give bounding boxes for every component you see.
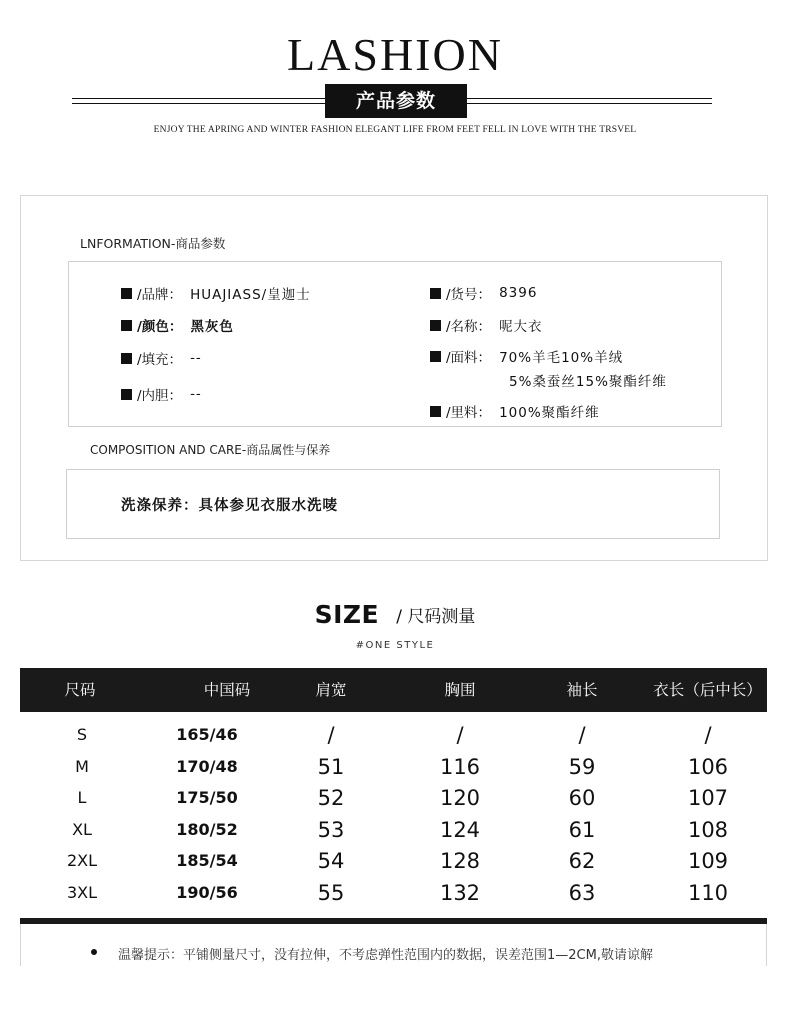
cell-china-size: 185/54 [176, 851, 238, 870]
size-note: #ONE STYLE [355, 640, 435, 651]
param-key: /填充： [137, 352, 183, 368]
cell-chest: 124 [439, 818, 481, 842]
cell-sleeve: 62 [568, 849, 596, 873]
header-rule-left-bottom [72, 103, 325, 104]
cell-size: 3XL [66, 883, 98, 902]
cell-size: L [77, 788, 87, 807]
param-fabric [430, 346, 623, 366]
param-fabric-line2: 5%桑蚕丝15%聚酯纤维 [509, 374, 667, 390]
cell-sleeve: / [578, 723, 586, 747]
care-section-label: COMPOSITION AND CARE-商品属性与保养 [90, 443, 331, 457]
cell-sleeve: 60 [568, 786, 596, 810]
param-color [121, 315, 234, 335]
bullet-square-icon [430, 351, 441, 362]
bullet-square-icon [121, 288, 132, 299]
cell-length: 108 [687, 818, 729, 842]
size-table-header [20, 668, 767, 712]
param-liner [121, 384, 202, 404]
bullet-square-icon [430, 320, 441, 331]
bullet-square-icon [430, 406, 441, 417]
cell-shoulder: 51 [317, 755, 345, 779]
cell-chest: 116 [439, 755, 481, 779]
param-value: 黑灰色 [190, 319, 234, 335]
bullet-square-icon [430, 288, 441, 299]
cell-china-size: 180/52 [176, 820, 238, 839]
header-cell-china-size: 中国码 [203, 681, 251, 699]
bullet-square-icon [121, 320, 132, 331]
cell-shoulder: / [327, 723, 335, 747]
cell-shoulder: 53 [317, 818, 345, 842]
cell-chest: 128 [439, 849, 481, 873]
header-cell-size: 尺码 [64, 681, 96, 699]
param-name [430, 315, 543, 335]
param-key: /内胆： [137, 388, 183, 404]
bullet-dot-icon [91, 949, 97, 955]
size-title: SIZE [314, 600, 380, 629]
cell-chest: 120 [439, 786, 481, 810]
bullet-square-icon [121, 389, 132, 400]
cell-length: 110 [687, 881, 729, 905]
param-key: /面料： [446, 350, 492, 366]
size-tip: 温馨提示：平铺侧量尺寸，没有拉伸，不考虑弹性范围内的数据，误差范围1—2CM,敬请谅解 [118, 948, 653, 963]
param-filling [121, 348, 202, 368]
param-lining [430, 401, 600, 421]
header-rule-right-top [467, 98, 712, 99]
param-key: /名称： [446, 319, 492, 335]
param-key: /品牌： [137, 287, 183, 303]
cell-china-size: 175/50 [176, 788, 238, 807]
param-brand [121, 283, 311, 303]
cell-chest: / [456, 723, 464, 747]
cell-size: XL [72, 820, 92, 839]
header-cell-chest: 胸围 [444, 681, 476, 699]
param-value: 70%羊毛10%羊绒 [499, 350, 624, 366]
cell-china-size: 165/46 [176, 725, 238, 744]
info-section-label: LNFORMATION-商品参数 [80, 236, 226, 251]
param-key: /里料： [446, 405, 492, 421]
cell-sleeve: 59 [568, 755, 596, 779]
cell-length: 109 [687, 849, 729, 873]
header-cell-sleeve: 袖长 [566, 681, 598, 699]
care-text: 洗涤保养：具体参见衣服水洗唛 [121, 498, 338, 514]
cell-shoulder: 55 [317, 881, 345, 905]
header-cell-length: 衣长（后中长） [653, 681, 762, 699]
param-value: -- [190, 386, 202, 402]
param-value: HUAJIASS/皇迦士 [190, 287, 311, 303]
header-cell-shoulder: 肩宽 [315, 681, 347, 699]
cell-length: / [704, 723, 712, 747]
param-value: 100%聚酯纤维 [499, 405, 600, 421]
header-rule-right-bottom [467, 103, 712, 104]
size-subtitle: / 尺码测量 [396, 607, 476, 627]
param-value: -- [190, 350, 202, 366]
param-key: /货号： [446, 287, 492, 303]
cell-length: 107 [687, 786, 729, 810]
cell-china-size: 190/56 [176, 883, 238, 902]
cell-shoulder: 54 [317, 849, 345, 873]
brand-title: LASHION [287, 29, 503, 80]
cell-sleeve: 63 [568, 881, 596, 905]
header-rule-left-top [72, 98, 325, 99]
size-heading [0, 600, 790, 629]
cell-length: 106 [687, 755, 729, 779]
param-key: /颜色： [137, 319, 183, 335]
section-badge: 产品参数 [325, 84, 467, 118]
bullet-square-icon [121, 353, 132, 364]
cell-chest: 132 [439, 881, 481, 905]
param-value: 8396 [499, 285, 538, 301]
param-value: 呢大衣 [499, 319, 543, 335]
tagline: ENJOY THE APRING AND WINTER FASHION ELEGANT LIFE FROM FEET FELL IN LOVE WITH THE TRSVEL [153, 125, 637, 135]
cell-shoulder: 52 [317, 786, 345, 810]
cell-size: S [76, 725, 88, 744]
param-item-number [430, 283, 537, 303]
cell-china-size: 170/48 [176, 757, 238, 776]
cell-size: M [75, 757, 89, 776]
cell-sleeve: 61 [568, 818, 596, 842]
cell-size: 2XL [66, 851, 98, 870]
